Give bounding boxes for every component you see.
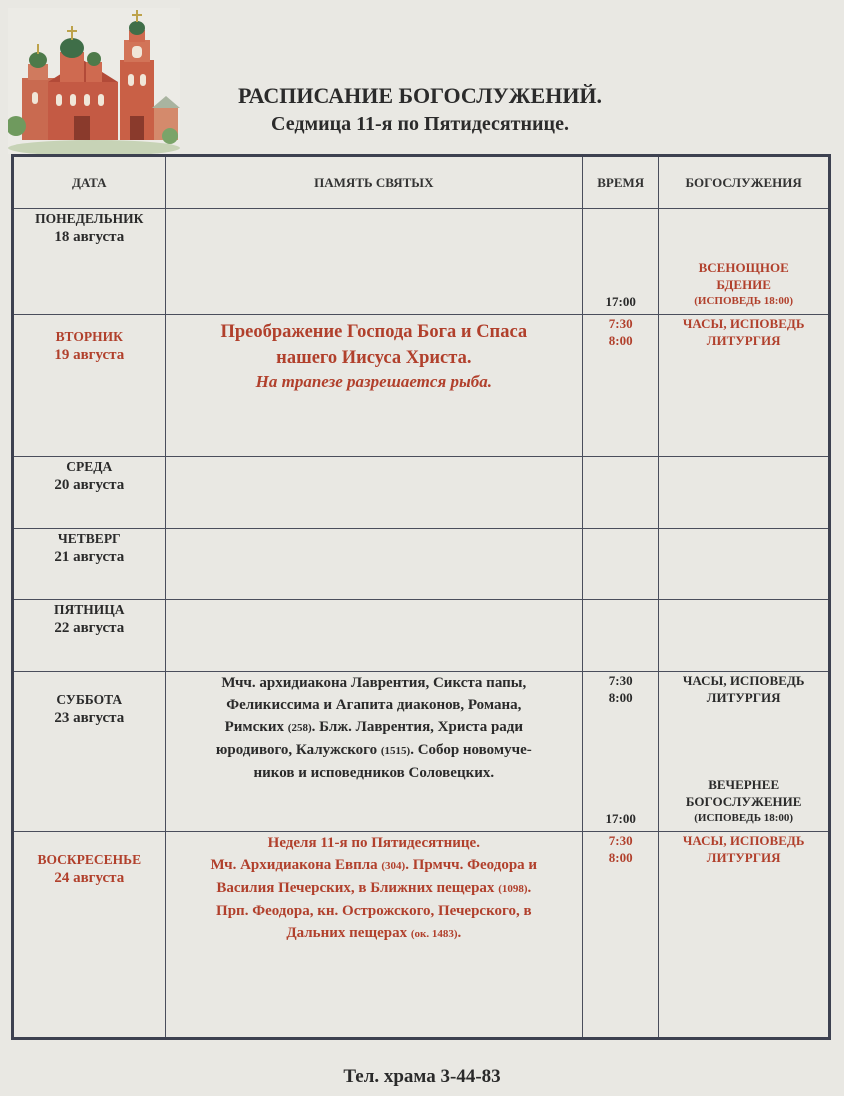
date-value: 21 августа xyxy=(54,549,125,565)
service-name: ВСЕНОЩНОЕ БДЕНИЕ xyxy=(698,260,789,292)
service-name: ЛИТУРГИЯ xyxy=(706,333,781,348)
memory-cell xyxy=(165,529,583,600)
date-cell xyxy=(13,672,166,832)
services-cell xyxy=(659,529,830,600)
table-row-friday xyxy=(13,600,830,672)
table-row-tuesday xyxy=(13,315,830,457)
services-cell xyxy=(659,672,830,832)
services-cell xyxy=(659,832,830,1039)
date-cell xyxy=(13,832,166,1039)
saints-line: юродивого, Калужского (1515). Собор новомуче- xyxy=(215,742,532,758)
service-name: ВЕЧЕРНЕЕ БОГОСЛУЖЕНИЕ xyxy=(685,777,802,809)
service-name: ЛИТУРГИЯ xyxy=(706,850,781,865)
date-cell xyxy=(13,209,166,315)
time-value: 8:00 xyxy=(608,850,633,865)
feast-title: Преображение Господа Бога и Спаса xyxy=(220,322,528,342)
table-row-monday xyxy=(13,209,830,315)
column-header-services: БОГОСЛУЖЕНИЯ xyxy=(659,156,830,209)
date-value: 23 августа xyxy=(54,710,125,726)
memory-cell xyxy=(165,832,583,1039)
day-name: ВТОРНИК xyxy=(55,329,123,344)
time-cell xyxy=(583,457,659,529)
saints-line: Прп. Феодора, кн. Острожского, Печерского, в xyxy=(216,903,532,919)
column-header-memory: ПАМЯТЬ СВЯТЫХ xyxy=(165,156,583,209)
saints-line: Неделя 11-я по Пятидесятнице. xyxy=(267,835,480,851)
church-illustration xyxy=(8,8,180,154)
day-name: ПОНЕДЕЛЬНИК xyxy=(35,211,144,226)
memory-cell xyxy=(165,457,583,529)
schedule-title xyxy=(180,82,660,138)
time-value: 7:30 xyxy=(608,833,633,848)
memory-cell xyxy=(165,209,583,315)
services-cell xyxy=(659,600,830,672)
feast-title-line2: нашего Иисуса Христа. xyxy=(276,348,472,368)
date-value: 20 августа xyxy=(54,477,125,493)
table-header-row xyxy=(13,156,830,209)
time-cell xyxy=(583,600,659,672)
saints-line: Василия Печерских, в Ближних пещерах (1098). xyxy=(216,880,532,896)
service-note: (ИСПОВЕДЬ 18:00) xyxy=(694,812,794,824)
time-value: 7:30 xyxy=(608,673,633,688)
date-value: 18 августа xyxy=(54,229,125,245)
services-cell xyxy=(659,457,830,529)
memory-cell xyxy=(165,600,583,672)
time-value: 17:00 xyxy=(605,811,636,826)
memory-cell xyxy=(165,672,583,832)
time-cell xyxy=(583,529,659,600)
day-name: ПЯТНИЦА xyxy=(54,602,125,617)
column-header-date: ДАТА xyxy=(13,156,166,209)
day-name: ЧЕТВЕРГ xyxy=(57,531,121,546)
time-value: 8:00 xyxy=(608,690,633,705)
service-name: ЧАСЫ, ИСПОВЕДЬ xyxy=(682,673,805,688)
date-cell xyxy=(13,529,166,600)
table-row-saturday xyxy=(13,672,830,832)
date-value: 24 августа xyxy=(54,870,125,886)
page-subtitle: Седмица 11-я по Пятидесятнице. xyxy=(271,113,569,135)
services-cell xyxy=(659,209,830,315)
service-note: (ИСПОВЕДЬ 18:00) xyxy=(694,295,794,307)
time-value: 8:00 xyxy=(608,333,633,348)
time-cell xyxy=(583,832,659,1039)
fasting-note: На трапезе разрешается рыба. xyxy=(255,372,492,391)
date-value: 19 августа xyxy=(54,347,125,363)
time-cell xyxy=(583,315,659,457)
day-name: СРЕДА xyxy=(66,459,113,474)
table-row-sunday xyxy=(13,832,830,1039)
service-name: ЧАСЫ, ИСПОВЕДЬ xyxy=(682,316,805,331)
date-cell xyxy=(13,315,166,457)
saints-line: Мч. Архидиакона Евпла (304). Прмчч. Феодора и xyxy=(210,857,538,873)
page-title: РАСПИСАНИЕ БОГОСЛУЖЕНИЙ. xyxy=(237,83,603,108)
time-cell xyxy=(583,209,659,315)
saints-line: Римских (258). Блж. Лаврентия, Христа ради xyxy=(224,719,524,735)
memory-cell xyxy=(165,315,583,457)
saints-line: ников и исповедников Соловецких. xyxy=(253,765,495,781)
day-name: ВОСКРЕСЕНЬЕ xyxy=(37,852,142,867)
date-cell xyxy=(13,600,166,672)
services-cell xyxy=(659,315,830,457)
saints-line: Феликиссима и Агапита диаконов, Романа, xyxy=(226,697,522,713)
time-value: 7:30 xyxy=(608,316,633,331)
column-header-time: ВРЕМЯ xyxy=(583,156,659,209)
time-value: 17:00 xyxy=(605,294,636,309)
date-cell xyxy=(13,457,166,529)
service-name: ЛИТУРГИЯ xyxy=(706,690,781,705)
table-row-thursday xyxy=(13,529,830,600)
date-value: 22 августа xyxy=(54,620,125,636)
church-phone: Тел. храма 3-44-83 xyxy=(343,1066,501,1087)
saints-line: Мчч. архидиакона Лаврентия, Сикста папы, xyxy=(221,675,527,691)
saints-line: Дальних пещерах (ок. 1483). xyxy=(286,925,462,941)
table-row-wednesday xyxy=(13,457,830,529)
time-cell xyxy=(583,672,659,832)
day-name: СУББОТА xyxy=(56,692,123,707)
schedule-table xyxy=(11,154,831,1040)
service-name: ЧАСЫ, ИСПОВЕДЬ xyxy=(682,833,805,848)
